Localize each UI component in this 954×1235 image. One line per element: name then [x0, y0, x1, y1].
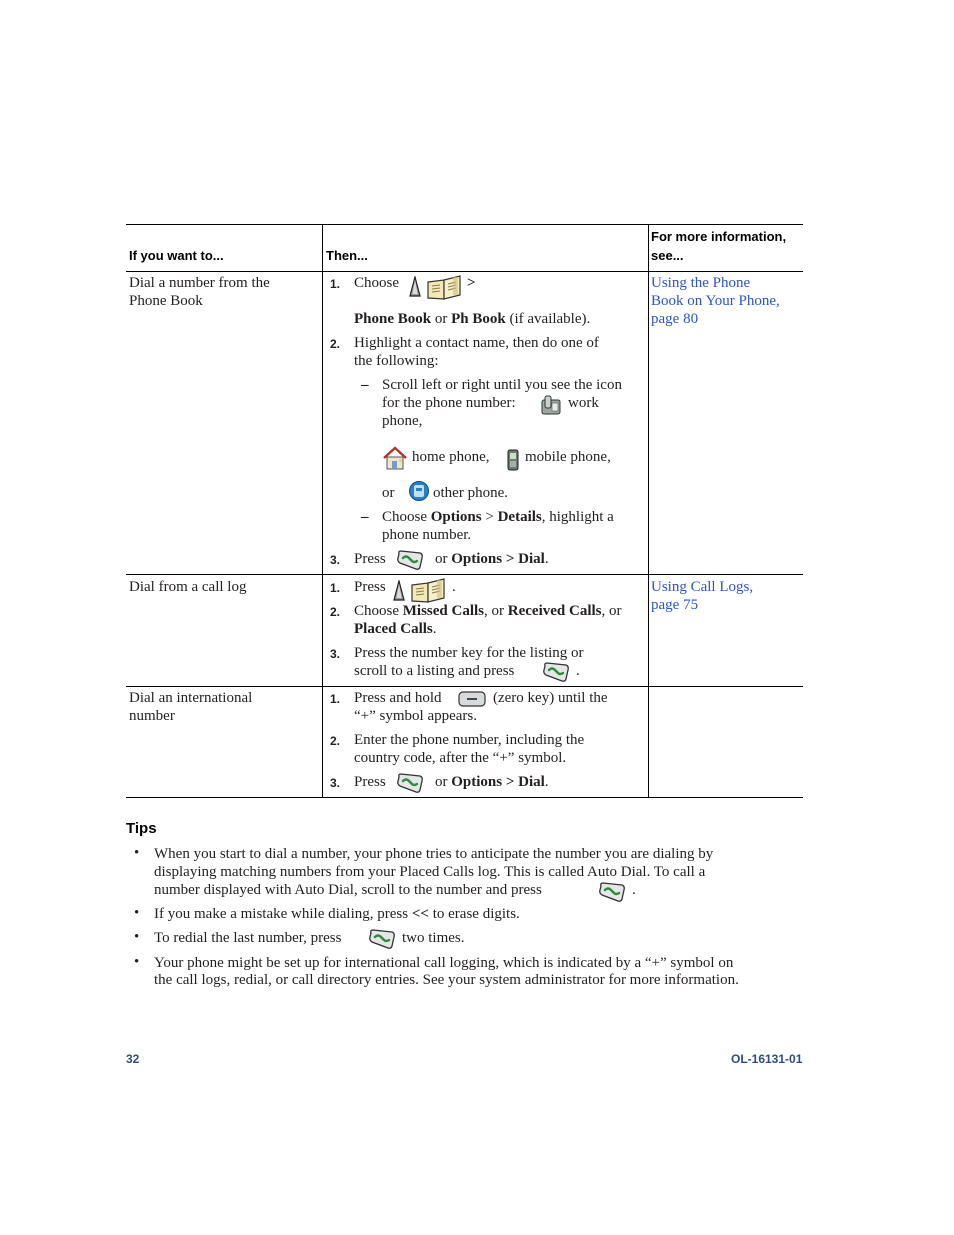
task-phone-book-line2: Phone Book	[129, 293, 203, 309]
step-text: .	[576, 663, 580, 679]
step-text: .	[544, 774, 549, 790]
tip-text	[154, 905, 520, 923]
step-text: .	[452, 579, 456, 595]
link-phone-book[interactable]: Using the Phone	[651, 275, 751, 291]
tip-text: the call logs, redial, or call directory entries. See your system administrator for more information.	[154, 972, 739, 988]
link-call-logs[interactable]: page 75	[651, 597, 699, 613]
menu-phone-book: Phone Book	[354, 311, 432, 327]
info-table	[126, 224, 803, 798]
step-text: Press and hold	[354, 690, 442, 706]
step-text: .	[432, 621, 437, 637]
dash-bullet: –	[361, 377, 369, 393]
table-rule-row1	[126, 574, 803, 575]
step-text: Choose	[354, 275, 399, 291]
step-text: Press the number key for the listing or	[354, 645, 584, 661]
step-text: phone,	[382, 413, 423, 429]
step-text: , highlight a	[541, 509, 614, 525]
dash-bullet: –	[361, 509, 369, 525]
step-text: (zero key) until the	[493, 690, 608, 706]
step-text: work	[568, 395, 599, 411]
step-text: Press	[354, 774, 386, 790]
step-text: Enter the phone number, including the	[354, 732, 585, 748]
step-text: Press	[354, 551, 386, 567]
tip-text: Your phone might be set up for international call logging, which is indicated by a “+” symbol on	[154, 955, 734, 971]
link-call-logs[interactable]: Using Call Logs,	[651, 579, 754, 595]
step-text	[467, 274, 476, 292]
bullet: •	[134, 845, 140, 861]
step-text: “+” symbol appears.	[354, 708, 478, 724]
step-text: Choose	[354, 603, 403, 619]
step-text: mobile phone,	[525, 449, 611, 465]
step-text: other phone.	[433, 485, 508, 501]
header-more-info-line2: see...	[651, 248, 684, 263]
dial-softkey-icon	[396, 772, 424, 794]
tip-text: If you make a mistake while dialing, press	[154, 906, 412, 922]
work-phone-icon	[540, 394, 562, 416]
dial-softkey-icon	[396, 549, 424, 571]
mobile-phone-icon	[506, 448, 520, 472]
step-text: phone number.	[382, 527, 472, 543]
step-text: for the phone number:	[382, 395, 516, 411]
task-phone-book-line1: Dial a number from the	[129, 275, 270, 291]
step-text: , or	[601, 603, 622, 619]
menu-missed-calls: Missed Calls	[402, 603, 485, 619]
step-text: country code, after the “+” symbol.	[354, 750, 567, 766]
table-rule-bottom	[126, 797, 803, 798]
step-text	[435, 773, 549, 791]
header-then: Then...	[326, 248, 368, 263]
page-number: 32	[126, 1052, 140, 1066]
menu-details: Details	[497, 509, 542, 525]
task-call-log: Dial from a call log	[129, 579, 247, 595]
step-number: 2.	[330, 337, 341, 351]
directory-book-icon	[426, 274, 462, 300]
step-number: 3.	[330, 776, 341, 790]
bullet: •	[134, 905, 140, 921]
directory-book-icon	[410, 577, 446, 603]
link-phone-book[interactable]: page 80	[651, 311, 699, 327]
menu-ph-book: Ph Book	[451, 311, 506, 327]
step-text: >	[481, 509, 498, 525]
dial-softkey-icon	[368, 928, 396, 950]
table-rule-header	[126, 271, 803, 272]
step-number: 1.	[330, 277, 341, 291]
backspace-key-label: <<	[411, 906, 429, 922]
tip-text: To redial the last number, press	[154, 930, 342, 946]
step-text: >	[467, 275, 476, 291]
dial-softkey-icon	[598, 881, 626, 903]
step-text: or	[382, 485, 395, 501]
header-want: If you want to...	[129, 248, 224, 263]
nav-button-icon	[409, 276, 421, 298]
menu-received-calls: Received Calls	[507, 603, 602, 619]
nav-button-icon	[393, 580, 405, 602]
task-international: Dial an international	[129, 690, 253, 706]
bullet: •	[134, 929, 140, 945]
tip-text: When you start to dial a number, your phone tries to anticipate the number you are dialing by	[154, 846, 714, 862]
step-number: 2.	[330, 734, 341, 748]
step-number: 1.	[330, 692, 341, 706]
link-phone-book[interactable]: Book on Your Phone,	[651, 293, 780, 309]
doc-id: OL-16131-01	[731, 1052, 803, 1066]
step-text	[435, 550, 549, 568]
step-text: Highlight a contact name, then do one of	[354, 335, 599, 351]
step-text	[382, 508, 614, 526]
step-text: (if available).	[505, 311, 591, 327]
bullet: •	[134, 954, 140, 970]
step-number: 3.	[330, 553, 341, 567]
tip-text: two times.	[402, 930, 465, 946]
step-number: 3.	[330, 647, 341, 661]
step-text: the following:	[354, 353, 439, 369]
step-text: Choose	[382, 509, 431, 525]
tip-text: .	[632, 882, 636, 898]
table-divider-2	[648, 224, 649, 798]
step-text: or	[435, 551, 452, 567]
step-number: 1.	[330, 581, 341, 595]
menu-placed-calls: Placed Calls	[354, 621, 433, 637]
home-phone-icon	[382, 446, 408, 470]
step-text	[354, 620, 437, 638]
step-number: 2.	[330, 605, 341, 619]
table-divider-1	[322, 224, 323, 798]
menu-options-dial: Options > Dial	[451, 774, 545, 790]
other-phone-icon	[408, 480, 430, 502]
table-rule-top	[126, 224, 803, 225]
step-text: or	[431, 311, 452, 327]
step-text: , or	[484, 603, 508, 619]
dial-softkey-icon	[542, 661, 570, 683]
table-rule-row2	[126, 686, 803, 687]
tip-text: number displayed with Auto Dial, scroll to the number and press	[154, 882, 542, 898]
tips-heading: Tips	[126, 820, 157, 837]
step-text: scroll to a listing and press	[354, 663, 515, 679]
step-text: or	[435, 774, 452, 790]
step-text	[354, 602, 622, 620]
task-international: number	[129, 708, 175, 724]
step-text: home phone,	[412, 449, 490, 465]
zero-key-icon	[458, 691, 486, 707]
menu-options-dial: Options > Dial	[451, 551, 545, 567]
tip-text: displaying matching numbers from your Placed Calls log. This is called Auto Dial. To call a	[154, 864, 706, 880]
step-text: Scroll left or right until you see the icon	[382, 377, 622, 393]
step-text: .	[544, 551, 549, 567]
step-text: Press	[354, 579, 386, 595]
menu-options: Options	[430, 509, 482, 525]
step-text	[354, 310, 590, 328]
tip-text: to erase digits.	[428, 906, 520, 922]
header-more-info-line1: For more information,	[651, 229, 787, 244]
